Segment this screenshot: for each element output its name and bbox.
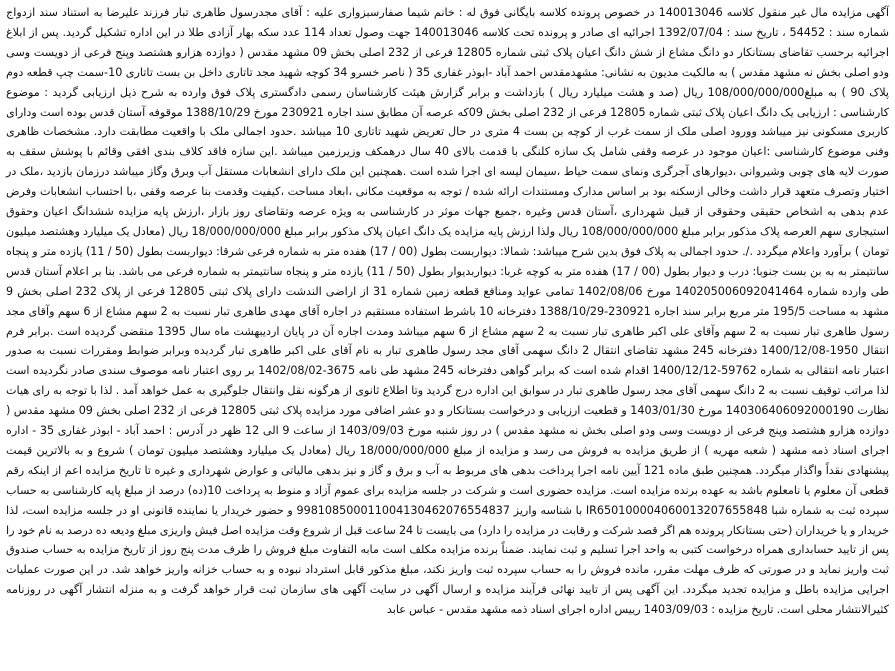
auction-notice-text: آگهی مزایده مال غیر منقول کلاسه 140013046 در خصوص پرونده کلاسه بایگانی فوق له : خانم شیما صفارسبزواری علیه : آقای مجدرسول طاهری تبار فرزند علیرضا به استناد سند ازدواج شماره سند : 54452 ، تاریخ سند : 1392/07/04 اجرائیه ای صادر و پرونده تحت کلاسه 140013046 جهت وصول تعداد 114 عدد سکه بهار آزادی طلا در این اداره تشکیل گردید. پس از ابلاغ اجرائیه برحسب تقاضای بستانکار دو دانگ مشاع از شش دانگ اعیان پلاک ثبتی شماره 12805 فرعی از 232 اصلی بخش 09 مشهد مقدس ( دوازده هزارو هشتصد وپنج فرعی از دویست وسی ودو اصلی بخش نه مشهد مقدس ) به مالکیت مدیون به نشانی: مشهدمقدس احمد آباد -ابوذر غفاری 35 ( ناصر خسرو 34 کوچه شهید مجد تاتاری داخل بن بست تاتاری 10-سمت چپ قطعه دوم پلاک 90 ) به مبلغ108/000/000/000 ریال (صد و هشت میلیارد ریال ) بازداشت و برابر گزارش هیئت کارشناسان رسمی دادگستری پلاک فوق وارده به شرح ذیل ارزیابی گردید : موضوع کارشناسی : ارزیابی یک دانگ اعیان پلاک ثبتی شماره 12805 فرعی از 232 اصلی بخش 09که عرصه آن مطابق سند اجاره 230921 مورخ 1388/10/29 موقوفه آستان قدس بوده است ودارای کاربری مسکونی نیز میباشد وورود اصلی ملک از سمت غرب از کوچه بن بست 4 متری در حال تعریض شهید تاتاری 10 میباشد .حدود اجمالی ملک با واقعیت مطابقت دارد. مشخصات ظاهری وفنی موضوع کارشناسی :اعیان موجود در عرصه وقفی شامل یک سازه کلنگی با قدمت بالای 40 سال درهمکف وزیرزمین میباشد .این سازه فاقد کلاف بندی افقی وقائم با پوشش سقف به صورت لایه های چوبی وشیروانی ،دیوارهای آجرگری ونمای سمت حیاط ،سیمان لیسه ای اجرا شده است .همچنین این ملک دارای انشعابات مستقل آب وبرق وگاز میباشد درزمان بازدید ،ملک در اختیار وتصرف متعهد قرار داشت وخالی ازسکنه بود بر اساس مدارک ومستندات ارائه شده / توجه به موقعیت مکانی ،ابعاد مساحت ،کیفیت وقدمت بنا عرصه وقفی ،با احتساب انشعابات وفرض عدم بدهی به اشخاص حقیقی وحقوقی از قبیل شهرداری ،آستان قدس وغیره ،جمیع جهات موثر در کارشناسی به ویژه عرصه وتقاضای روز بازار ،ارزش پایه مزایده ششدانگ اعیان وحقوق استیجاری سهم العرصه پلاک مذکور برابر مبلغ 108/000/000/000 ریال ولذا ارزش پایه مزایده یک دانگ اعیان پلاک مذکور برابر مبلغ 18/000/000/000 ریال (معادل یک میلیارد وهشتصد میلیون تومان ) برآورد واعلام میگردد ./. حدود اجمالی به پلاک فوق بدین شرح میباشد: شمالا: دیواربست بطول (00 / 17) هفده متر به شماره فرعی شرقا: دیواربست بطول (50 / 11) یازده متر و پنجاه سانتیمتر به به بن بست جنوبا: درب و دیوار بطول (00 / 17) هفده متر به کوچه غربا: دیواربدیوار بطول (50 / 11) یازده متر و پنجاه سانتیمتر به شماره فرعی می باشد. بنا بر اعلام آستان قدس طی وارده شماره 140205006092041464 مورخ 1402/08/06 تمامی عواید ومنافع قطعه زمین شماره 31 از اراضی الندشت دارای پلاک ثبتی 12805 فرعی از پلاک 232 اصلی بخش 9 مشهد به مساحت 195/5 متر مربع برابر سند اجاره 230921-1388/10/29 دفترخانه 10 باشرط استفاده مستقیم در اجاره آقای مهدی طاهری تبار نسبت به 2 سهم مشاع از 6 سهم وآقای مجد رسول طاهری تبار نسبت به 2 سهم وآقای علی اکبر طاهری تبار نسبت به 2 سهم مشاع از 6 سهم میباشد ومدت اجاره آن در پایان اردیبهشت ماه سال 1395 منقضی گردیده است .برابر فرم انتقال 1950-1400/12/08 دفترخانه 245 مشهد تقاضای انتقال 2 دانگ سهمی آقای مجد رسول طاهری تبار به نام آقای علی اکبر طاهری تبار گردیده وبرابر ضوابط ومقررات نسبت به صدور اعتبار نامه انتقالی به شماره 59762-1400/12/12 اقدام شده است که برابر گواهی دفترخانه 245 مشهد طی نامه 3675-1402/08/02 بر روی اعتبار نامه موصوف سندی صادر نگردیده است لذا مراتب توقیف نسبت به 2 دانگ سهمی آقای مجد رسول طاهری تبار در سوابق این اداره درج گردید وتا اطلاع ثانوی از هرگونه نقل وانتقال جلوگیری به عمل خواهد آمد . لذا با توجه به رای هیات نظارت 140306406092000190 مورخ 1403/01/30 و قطعیت ارزیابی و درخواست بستانکار و دو عشر اضافی مورد مزایده پلاک ثبتی 12805 فرعی از 232 اصلی بخش 09 مشهد مقدس ( دوازده هزارو هشتصد وپنج فرعی از دویست وسی ودو اصلی بخش نه مشهد مقدس ) در روز شنبه مورخ 1403/09/03 از ساعت 9 الی 12 ظهر در آدرس : احمد آباد - ابوذر غفاری 35 - اداره اجرای اسناد ذمه مشهد ( شعبه مهریه ) از طریق مزایده به فروش می رسد و مزایده از مبلغ 18/000/000/000 ریال (معادل یک میلیارد وهشتصد میلیون تومان ) شروع و به بالاترین قیمت پیشنهادی نقداً واگذار میگردد. همچنین طبق ماده 121 آیین نامه اجرا پرداخت بدهی های مربوط به آب و برق و گاز و نیز بدهی مالیاتی و عوارض شهرداری و غیره تا تاریخ مزایده اعم از اینکه رقم قطعی آن معلوم یا نامعلوم باشد به عهده برنده مزایده است. مزایده حضوری است و شرکت در جلسه مزایده برای عموم آزاد و منوط به پرداخت 10(ده) درصد از مبلغ پایه کارشناسی به حساب سپرده ثبت به شماره شبا IR650100004060013207655848 با شناسه واریز 998108500011004130462076554837 و حضور خریدار یا نماینده قانونی او در جلسه مزایده است، لذا خریدار و یا خریداران (حتی بستانکار پرونده هم اگر قصد شرکت و رقابت در مزایده را دارد) می بایست تا 24 ساعت قبل از شروع وقت مزایده اصل فیش واریزی مبلغ ودیعه ده درصد به نام خود را پس از تایید حسابداری همراه درخواست کتبی به واحد اجرا تسلیم و ثبت نمایند. ضمناً برنده مزایده مکلف است مابه التفاوت مبلغ فروش را ظرف مدت پنج روز از تاریخ مزایده به حساب صندوق ثبت واریز نماید و در صورتی که ظرف مهلت مقرر، مانده فروش را به حساب سپرده ثبت واریز نکند، مبلغ مذکور قابل استرداد نبوده و به حساب خزانه واریز خواهد شد. در این صورت عملیات اجرایی مزایده باطل و مزایده تجدید میگردد. این آگهی پس از تایید نهائی فرآیند مزایده و ارسال آگهی در سایت آگهی های سازمان ثبت قرار خواهد گرفت و به منزله انتشار آگهی در روزنامه کثیرالانتشار محلی است. تاریخ مزایده : 1403/09/03 رییس اداره اجرای اسناد ذمه مشهد مقدس - عباس عابد xyxy=(6,6,890,617)
